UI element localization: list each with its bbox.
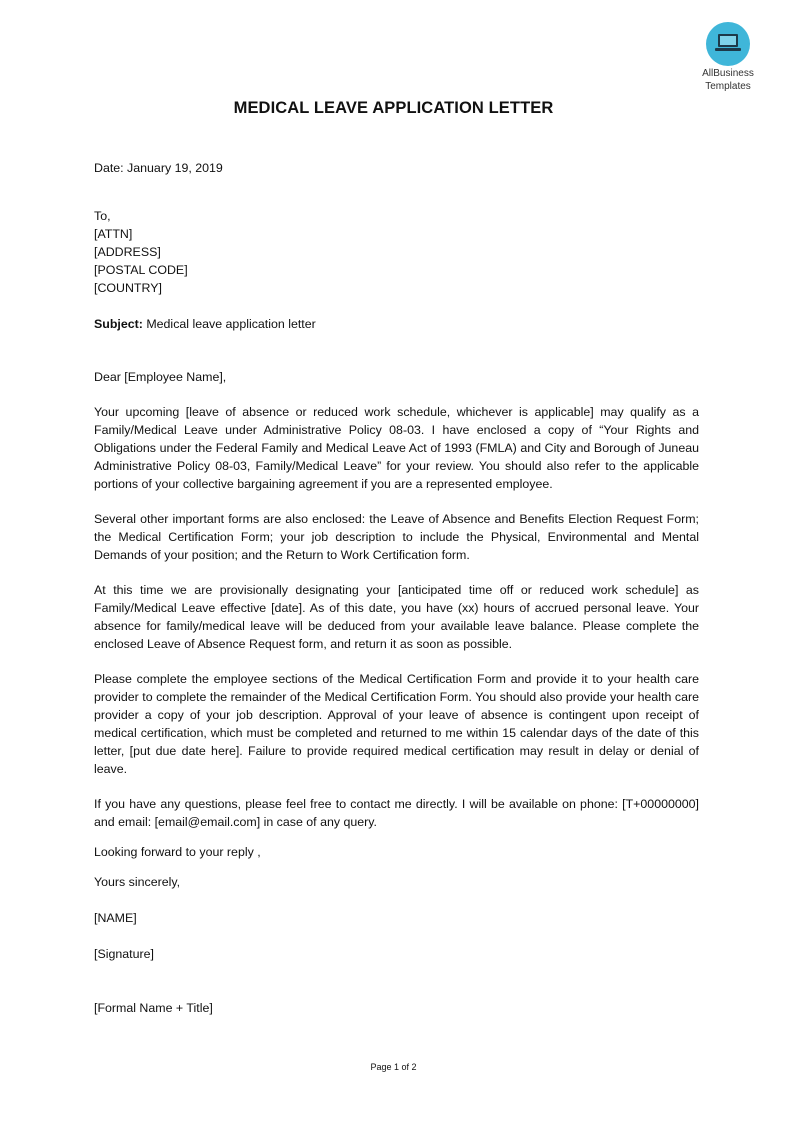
brand-logo (688, 22, 768, 94)
signature-placeholder: [Signature] (94, 947, 154, 961)
address-line: [ATTN] (94, 227, 133, 241)
closing-line: Looking forward to your reply , (94, 845, 261, 859)
logo-text-line1: AllBusiness (702, 68, 754, 79)
sender-name: [NAME] (94, 911, 137, 925)
subject-line (94, 315, 699, 333)
body-paragraph: Your upcoming [leave of absence or reduced work schedule, whichever is applicable] may qualify as a Family/Medical Leave under Administrative Policy 08-03. I have enclosed a copy of “Your Rights and Obligations under the Federal Family and Medical Leave Act of 1993 (FMLA) and City and Borough of Juneau Administrative Policy 08-03, Family/Medical Leave” for your review. You should also refer to the applicable portions of your collective bargaining agreement if you are a represented employee. (94, 405, 699, 491)
address-line: [POSTAL CODE] (94, 263, 188, 277)
body-paragraph: Please complete the employee sections of the Medical Certification Form and provide it to your health care provider to complete the remainder of the Medical Certification Form. You should also provide your health care provider a copy of your job description. Approval of your leave of absence is contingent upon receipt of medical certification, which must be completed and returned to me within 15 calendar days of the date of this letter, [put due date here]. Failure to provide required medical certification may result in delay or denial of leave. (94, 672, 699, 776)
subject-text: Medical leave application letter (142, 317, 316, 331)
address-line: To, (94, 209, 111, 223)
address-line: [COUNTRY] (94, 281, 162, 295)
laptop-icon (706, 22, 750, 66)
body-paragraph: At this time we are provisionally designating your [anticipated time off or reduced work schedule] as Family/Medical Leave effective [date]. As of this date, you have (xx) hours of accrued personal leave. Your absence for family/medical leave will be deduced from your available leave balance. Please complete the enclosed Leave of Absence Request form, and return it as soon as possible. (94, 583, 699, 651)
letter-body (94, 159, 699, 1017)
page-number: Page 1 of 2 (370, 1062, 417, 1072)
closing-sign-off: Yours sincerely, (94, 875, 181, 889)
greeting: Dear [Employee Name], (94, 370, 227, 384)
logo-text-line2: Templates (705, 81, 751, 92)
body-paragraph: Several other important forms are also enclosed: the Leave of Absence and Benefits Election Request Form; the Medical Certification Form; your job description to include the Physical, Environmental and Mental Demands of your position; and the Return to Work Certification form. (94, 512, 699, 562)
address-line: [ADDRESS] (94, 245, 161, 259)
document-title: MEDICAL LEAVE APPLICATION LETTER (233, 99, 554, 117)
formal-name-title: [Formal Name + Title] (94, 1001, 213, 1015)
subject-label: Subject: (94, 317, 143, 331)
recipient-address (94, 207, 699, 297)
body-paragraph: If you have any questions, please feel free to contact me directly. I will be available on phone: [T+00000000] and email: [email@email.com] in case of any query. (94, 797, 699, 829)
date-line: Date: January 19, 2019 (94, 161, 223, 175)
